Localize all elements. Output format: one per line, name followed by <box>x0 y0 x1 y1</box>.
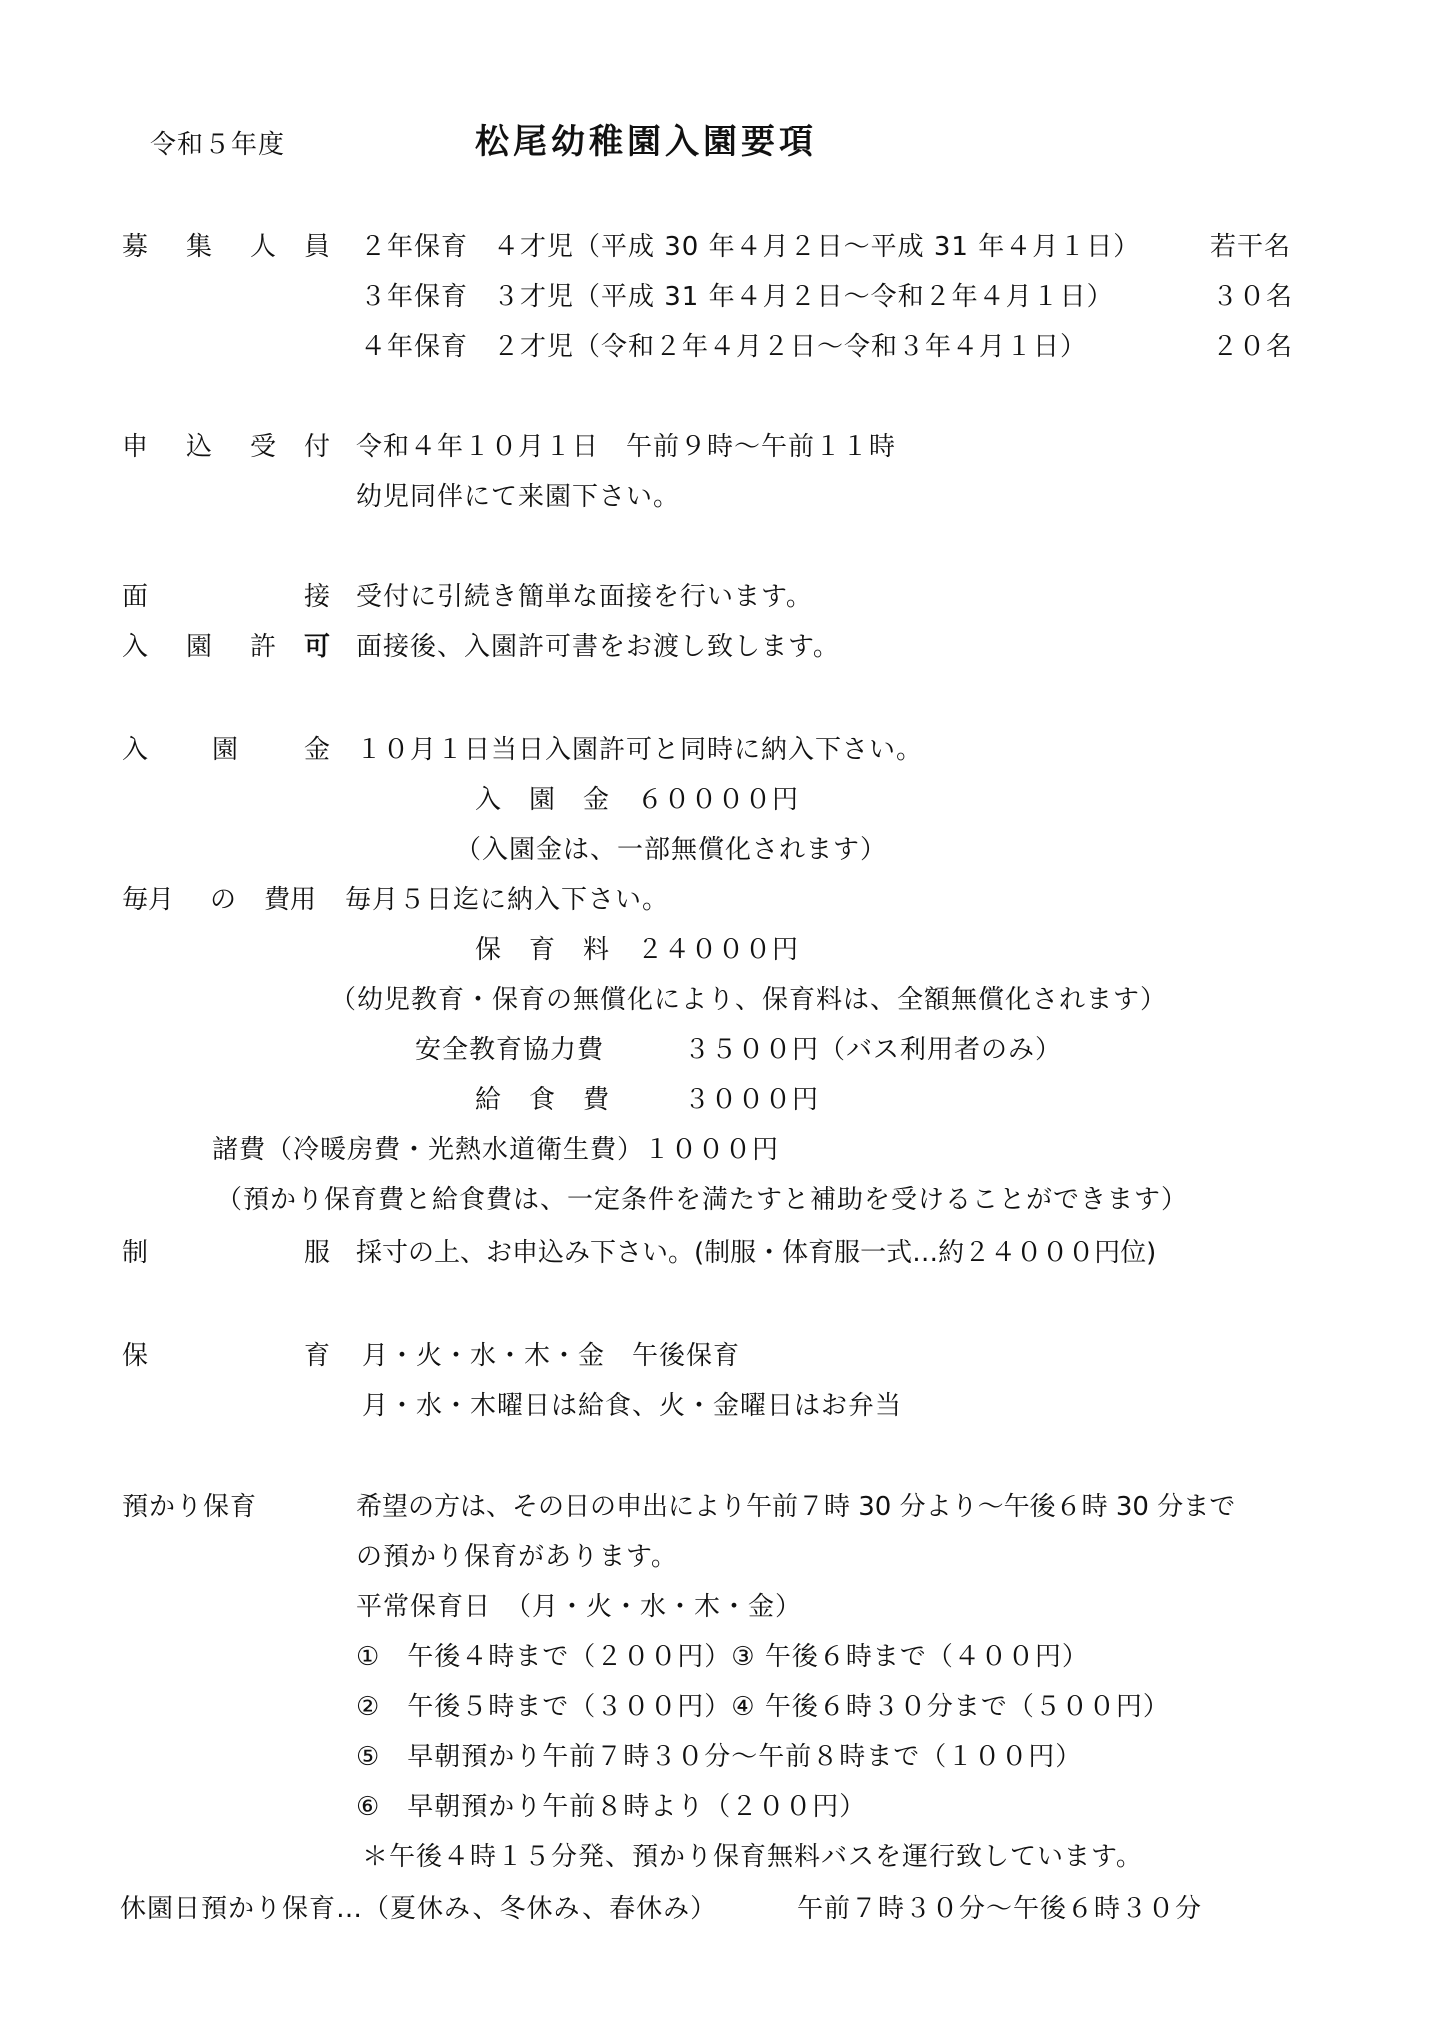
lunch-fee-label: 給 食 費 <box>475 1085 611 1115</box>
label-char: 園 <box>212 735 239 765</box>
label-char: 入 <box>122 735 149 765</box>
lunch-fee-value: ３０００円 <box>684 1085 820 1115</box>
label-char: 入 <box>122 632 149 662</box>
extended-text: 希望の方は、その日の申出により午前７時 30 分より～午後６時 30 分まで <box>356 1492 1236 1522</box>
permission-text: 面接後、入園許可書をお渡し致します。 <box>356 632 840 662</box>
recruit-age: ４才児（平成 30 年４月２日～平成 31 年４月１日） <box>493 232 1141 262</box>
label-char: 付 <box>304 432 331 462</box>
recruit-grade: ２年保育 <box>360 232 469 262</box>
label-char: 受 <box>250 432 277 462</box>
misc-fee-note: （預かり保育費と給食費は、一定条件を満たすと補助を受けることができます） <box>216 1185 1189 1215</box>
recruit-count: ３０名 <box>1212 282 1294 312</box>
interview-label <box>122 580 332 614</box>
label-char: 募 <box>122 232 149 262</box>
tuition-note: （幼児教育・保育の無償化により、保育料は、全額無償化されます） <box>330 985 1168 1015</box>
label-char: 費用 <box>264 885 317 915</box>
page-title: 松尾幼稚園入園要項 <box>475 122 817 162</box>
interview-text: 受付に引続き簡単な面接を行います。 <box>356 582 813 612</box>
fee-note: （入園金は、一部無償化されます） <box>455 835 888 865</box>
uniform-text: 採寸の上、お申込み下さい。(制服・体育服一式…約２４０００円位) <box>356 1238 1157 1268</box>
permission-label <box>122 630 332 664</box>
label-char: 面 <box>122 582 149 612</box>
extended-item: ⑤ 早朝預かり午前７時３０分～午前８時まで（１００円） <box>356 1742 1083 1772</box>
fee-amount: 入 園 金 ６００００円 <box>475 785 800 815</box>
holiday-care-time: 午前７時３０分～午後６時３０分 <box>797 1894 1203 1924</box>
label-char: 員 <box>304 232 331 262</box>
label-char: 育 <box>304 1341 331 1371</box>
label-char: 可 <box>304 632 331 662</box>
recruit-count: ２０名 <box>1212 332 1294 362</box>
extended-text-cont: の預かり保育があります。 <box>356 1542 678 1572</box>
bus-note: ＊午後４時１５分発、預かり保育無料バスを運行致しています。 <box>362 1842 1143 1872</box>
label-char: 保 <box>122 1341 149 1371</box>
extended-days: 平常保育日 （月・火・水・木・金） <box>356 1592 803 1622</box>
label-char: 接 <box>304 582 331 612</box>
misc-fee: 諸費（冷暖房費・光熱水道衛生費）１０００円 <box>212 1135 780 1165</box>
label-char: 園 <box>186 632 213 662</box>
label-char: 毎月 <box>122 885 175 915</box>
tuition-amount: 保 育 料 ２４０００円 <box>475 935 800 965</box>
care-schedule: 月・火・水・木・金 午後保育 <box>362 1341 741 1371</box>
extended-item: ① 午後４時まで（２００円）③ 午後６時まで（４００円） <box>356 1642 1089 1672</box>
safety-fee-value: ３５００円（バス利用者のみ） <box>684 1035 1063 1065</box>
care-label <box>122 1339 332 1373</box>
holiday-care: 休園日預かり保育…（夏休み、冬休み、春休み） <box>120 1894 718 1924</box>
uniform-label <box>122 1236 332 1270</box>
application-date: 令和４年１０月１日 午前９時～午前１１時 <box>356 432 897 462</box>
recruit-label <box>122 230 332 264</box>
extended-item: ② 午後５時まで（３００円）④ 午後６時３０分まで（５００円） <box>356 1692 1170 1722</box>
safety-fee-label: 安全教育協力費 <box>415 1035 605 1065</box>
label-char: 服 <box>304 1238 331 1268</box>
label-char: 許 <box>250 632 277 662</box>
recruit-count: 若干名 <box>1210 232 1292 262</box>
recruit-age: ３才児（平成 31 年４月２日～令和２年４月１日） <box>493 282 1114 312</box>
fiscal-year: 令和５年度 <box>150 130 286 160</box>
application-note: 幼児同伴にて来園下さい。 <box>356 482 681 512</box>
recruit-grade: ３年保育 <box>360 282 469 312</box>
recruit-grade: ４年保育 <box>360 332 469 362</box>
recruit-age: ２才児（令和２年４月２日～令和３年４月１日） <box>493 332 1088 362</box>
label-char: 人 <box>250 232 277 262</box>
monthly-label <box>122 883 332 917</box>
label-char: 金 <box>304 735 331 765</box>
label-char: の <box>210 885 237 915</box>
care-lunch: 月・水・木曜日は給食、火・金曜日はお弁当 <box>362 1391 903 1421</box>
extended-item: ⑥ 早朝預かり午前８時より（２００円） <box>356 1792 867 1822</box>
label-char: 込 <box>186 432 213 462</box>
monthly-text: 毎月５日迄に納入下さい。 <box>345 885 670 915</box>
application-label <box>122 430 332 464</box>
extended-label: 預かり保育 <box>122 1492 258 1522</box>
label-char: 申 <box>122 432 149 462</box>
fee-label <box>122 733 332 767</box>
label-char: 制 <box>122 1238 149 1268</box>
fee-text: １０月１日当日入園許可と同時に納入下さい。 <box>356 735 924 765</box>
label-char: 集 <box>186 232 213 262</box>
